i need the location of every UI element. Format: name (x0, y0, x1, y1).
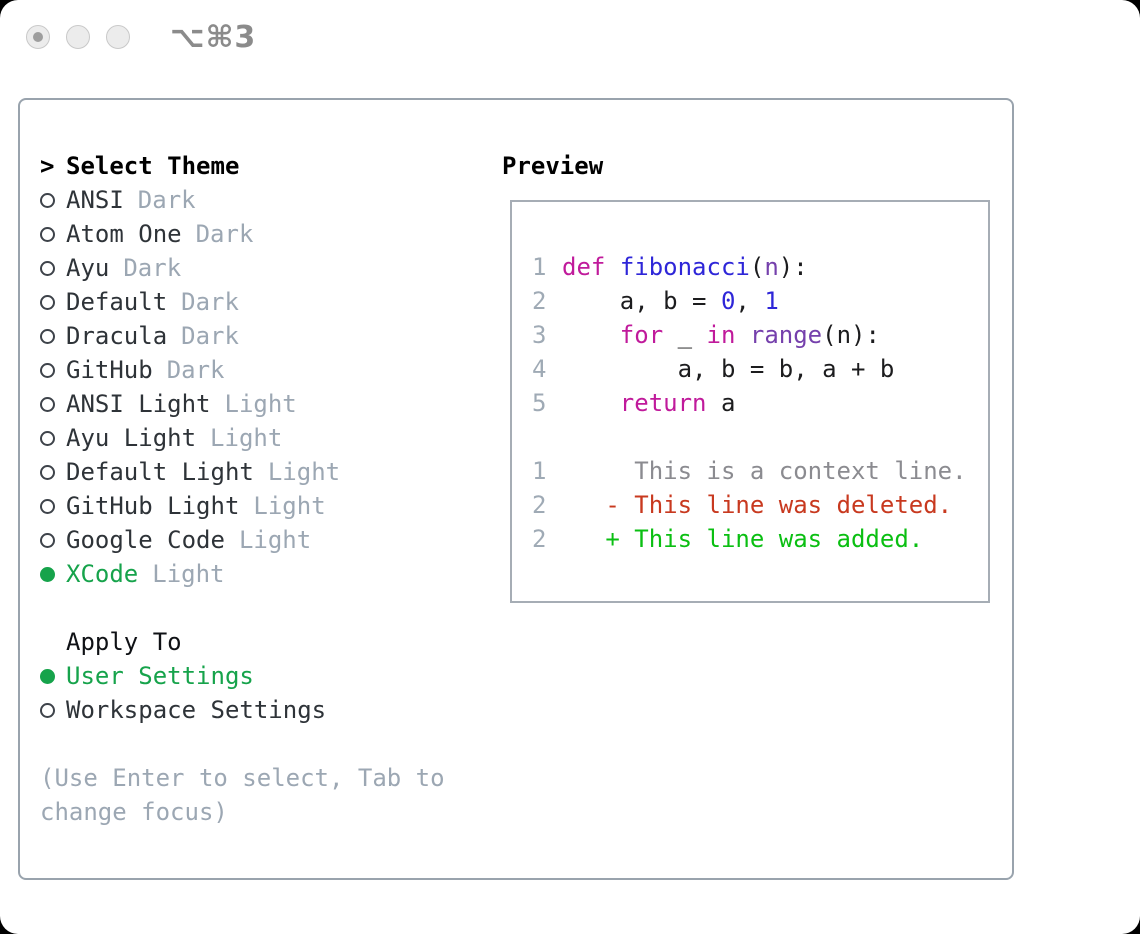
theme-option-default[interactable] (40, 285, 445, 319)
hint-line-2: change focus) (40, 798, 228, 826)
token-plain: ): (778, 253, 808, 281)
theme-name: Default Light (66, 458, 254, 486)
theme-list (40, 183, 445, 591)
theme-option-google-code[interactable] (40, 523, 445, 557)
code-line (532, 318, 967, 352)
theme-variant-tag: Dark (181, 322, 239, 350)
code-line (532, 250, 967, 284)
theme-variant-tag: Dark (181, 288, 239, 316)
token-number: 0 (720, 287, 736, 315)
token-function: fibonacci (619, 253, 750, 281)
token-plain: ( (749, 253, 765, 281)
radio-unselected-icon (40, 465, 55, 480)
token-keyword: in (706, 321, 736, 349)
theme-name: Dracula (66, 322, 168, 350)
line-number: 4 (532, 355, 547, 383)
token-plain (562, 321, 620, 349)
titlebar (26, 25, 130, 49)
code-line (532, 352, 967, 386)
token-plain (605, 253, 619, 281)
token-builtin: range (749, 321, 823, 349)
theme-variant-tag: Light (238, 526, 312, 554)
token-plain: (n): (822, 321, 880, 349)
code-text (562, 321, 880, 349)
line-number: 2 (532, 525, 547, 553)
traffic-light-minimize[interactable] (66, 25, 90, 49)
theme-option-xcode[interactable] (40, 557, 445, 591)
token-plain: a, b = (562, 287, 721, 315)
diff-block (532, 454, 967, 556)
radio-unselected-icon (40, 329, 55, 344)
theme-option-ayu-light[interactable] (40, 421, 445, 455)
spacer (532, 420, 967, 454)
diff-text: This is a context line. (562, 457, 967, 485)
theme-name: Ayu Light (66, 424, 197, 452)
theme-name: GitHub Light (66, 492, 240, 520)
radio-unselected-icon (40, 261, 55, 276)
theme-variant-tag: Dark (195, 220, 254, 248)
theme-option-ayu[interactable] (40, 251, 445, 285)
theme-variant-tag: Dark (123, 254, 182, 282)
code-block (532, 250, 967, 420)
theme-option-ansi-light[interactable] (40, 387, 445, 421)
radio-unselected-icon (40, 227, 55, 242)
token-keyword: for (619, 321, 664, 349)
line-number: 2 (532, 491, 547, 519)
theme-variant-tag: Dark (166, 356, 225, 384)
theme-name: ANSI (66, 186, 124, 214)
theme-variant-tag: Light (210, 424, 283, 452)
diff-line-deleted (532, 488, 967, 522)
hint-line-1: (Use Enter to select, Tab to (40, 764, 445, 792)
theme-name: ANSI Light (66, 390, 211, 418)
select-theme-header (40, 149, 445, 183)
theme-variant-tag: Light (253, 492, 326, 520)
theme-selector (40, 149, 445, 829)
window-title: ⌥⌘3 (170, 20, 257, 55)
traffic-light-zoom[interactable] (106, 25, 130, 49)
line-number: 5 (532, 389, 547, 417)
apply-option-label: Workspace Settings (66, 696, 327, 724)
cursor-arrow-icon: > (40, 152, 55, 180)
radio-unselected-icon (40, 397, 55, 412)
diff-text: - This line was deleted. (562, 491, 953, 519)
theme-variant-tag: Light (152, 560, 225, 588)
token-plain: _ (663, 321, 707, 349)
theme-option-github-light[interactable] (40, 489, 445, 523)
radio-selected-icon (40, 567, 55, 582)
traffic-light-close[interactable] (26, 25, 50, 49)
diff-line-added (532, 522, 967, 556)
code-text (562, 355, 894, 383)
radio-selected-icon (40, 669, 55, 684)
radio-unselected-icon (40, 533, 55, 548)
radio-unselected-icon (40, 431, 55, 446)
preview-content (532, 250, 967, 556)
preview-header: Preview (502, 152, 604, 180)
radio-unselected-icon (40, 499, 55, 514)
theme-name: Default (66, 288, 168, 316)
radio-unselected-icon (40, 363, 55, 378)
token-plain: a (706, 389, 736, 417)
radio-unselected-icon (40, 295, 55, 310)
radio-unselected-icon (40, 703, 55, 718)
main-panel (18, 98, 1014, 880)
token-number: 1 (764, 287, 779, 315)
select-theme-title: Select Theme (66, 152, 240, 180)
theme-name: Google Code (66, 526, 225, 554)
token-plain: a, b = b, a + b (562, 355, 895, 383)
theme-option-atom-one[interactable] (40, 217, 445, 251)
diff-line-context (532, 454, 967, 488)
line-number: 3 (532, 321, 547, 349)
code-line (532, 386, 967, 420)
radio-unselected-icon (40, 193, 55, 208)
apply-option-label: User Settings (66, 662, 254, 690)
apply-option-user-settings[interactable] (40, 659, 445, 693)
diff-text: + This line was added. (562, 525, 924, 553)
spacer (40, 727, 445, 761)
token-param: n (764, 253, 779, 281)
theme-option-ansi[interactable] (40, 183, 445, 217)
preview-box (510, 200, 990, 603)
line-number: 1 (532, 457, 547, 485)
code-line (532, 284, 967, 318)
token-keyword: return (619, 389, 707, 417)
theme-name: XCode (66, 560, 139, 588)
line-number: 2 (532, 287, 547, 315)
theme-variant-tag: Light (224, 390, 297, 418)
token-plain (735, 321, 749, 349)
apply-option-workspace-settings[interactable] (40, 693, 445, 727)
token-keyword: def (562, 253, 606, 281)
token-plain (562, 389, 620, 417)
line-number: 1 (532, 253, 547, 281)
apply-to-header: Apply To (66, 628, 182, 656)
spacer (40, 591, 445, 625)
code-text (562, 253, 808, 281)
theme-name: Atom One (66, 220, 182, 248)
token-plain: , (735, 287, 765, 315)
theme-option-dracula[interactable] (40, 319, 445, 353)
theme-name: GitHub (66, 356, 153, 384)
theme-option-github[interactable] (40, 353, 445, 387)
theme-variant-tag: Light (267, 458, 341, 486)
theme-variant-tag: Dark (137, 186, 196, 214)
code-text (562, 389, 735, 417)
apply-to-list (40, 659, 445, 727)
theme-option-default-light[interactable] (40, 455, 445, 489)
theme-name: Ayu (66, 254, 110, 282)
code-text (562, 287, 779, 315)
